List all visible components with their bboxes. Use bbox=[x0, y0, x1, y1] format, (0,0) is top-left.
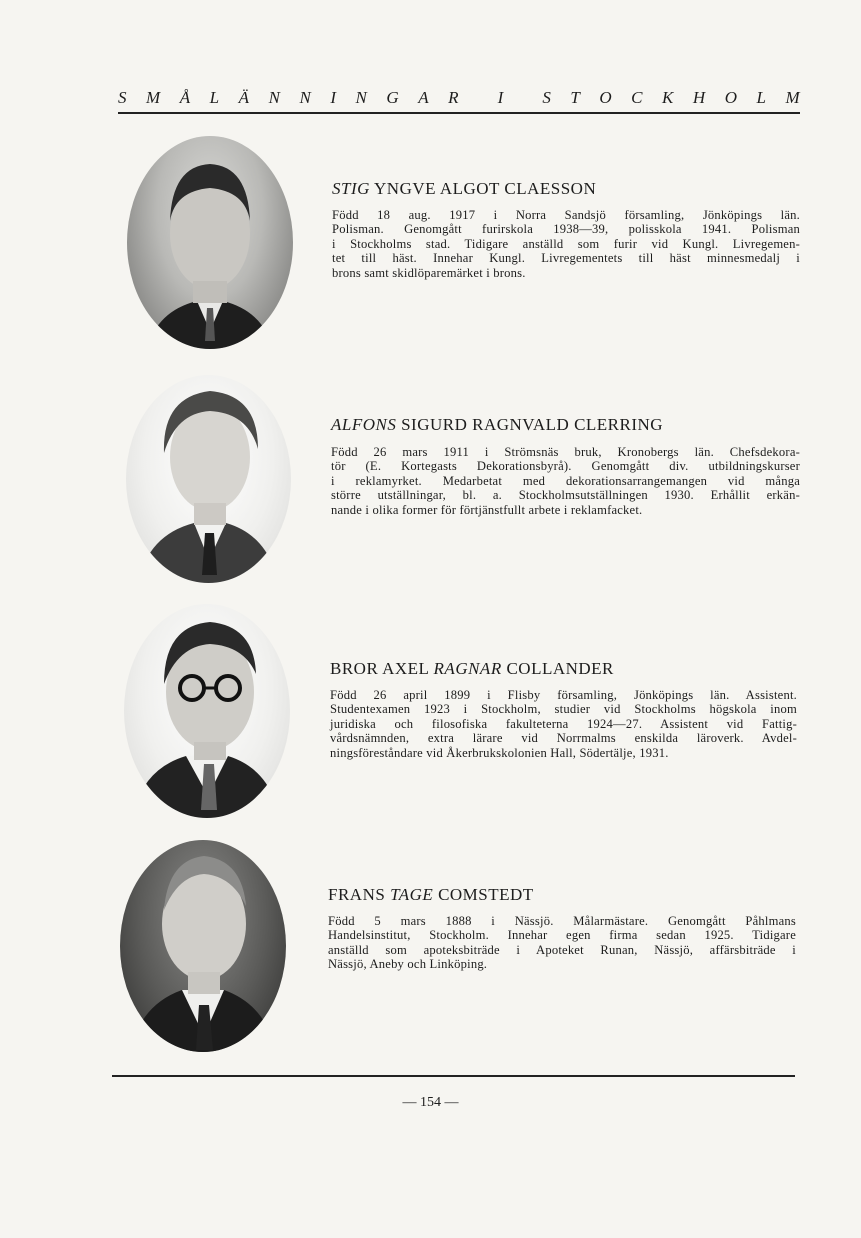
bio-line: Studentexamen 1923 i Stockholm, studier vid Stockholms högskola inom bbox=[330, 702, 797, 717]
portrait-photo bbox=[127, 136, 293, 349]
name-italic: ALFONS bbox=[331, 415, 397, 434]
running-header bbox=[118, 88, 800, 108]
name-italic: STIG bbox=[332, 179, 370, 198]
bio-line: brons samt skidlöparemärket i brons. bbox=[332, 265, 526, 280]
bio-line: Född 26 mars 1911 i Strömsnäs bruk, Kronobergs län. Chefsdekora- bbox=[331, 445, 800, 459]
bio-line: större utställningar, bl. a. Stockholmsutställningen 1930. Erhållit erkän- bbox=[331, 488, 800, 503]
header-letter: H bbox=[692, 88, 706, 107]
portrait-figure-icon bbox=[127, 136, 293, 349]
header-letter: L bbox=[756, 88, 767, 107]
biography bbox=[328, 914, 796, 972]
bio-line: Född 26 april 1899 i Flisby församling, Jönköpings län. Assistent. bbox=[330, 688, 797, 702]
header-letter: S bbox=[118, 88, 127, 107]
header-letter: N bbox=[355, 88, 367, 107]
header-letter: K bbox=[662, 88, 674, 107]
portrait-photo bbox=[120, 840, 286, 1052]
header-letter: M bbox=[146, 88, 161, 107]
header-letter: C bbox=[631, 88, 643, 107]
header-letter: N bbox=[268, 88, 280, 107]
header-letter: I bbox=[497, 88, 504, 107]
page-number: — 154 — bbox=[402, 1095, 459, 1110]
header-letter: Ä bbox=[238, 88, 250, 107]
name-pre: FRANS bbox=[328, 885, 391, 904]
bio-line: Handelsinstitut, Stockholm. Innehar egen firma sedan 1925. Tidigare bbox=[328, 928, 796, 943]
portrait-photo bbox=[126, 375, 291, 583]
bio-line: vårdsnämnden, extra lärare vid Norrmalms enskilda läroverk. Avdel- bbox=[330, 731, 797, 746]
header-letter: I bbox=[330, 88, 336, 107]
bio-line: Född 5 mars 1888 i Nässjö. Målarmästare. Genomgått Påhlmans bbox=[328, 914, 796, 928]
portrait-figure-icon bbox=[126, 375, 291, 583]
name-rest: COMSTEDT bbox=[433, 885, 534, 904]
bio-line: tör (E. Kortegasts Dekorationsbyrå). Genomgått div. utbildningskurser bbox=[331, 459, 800, 474]
header-letter: Å bbox=[179, 88, 191, 107]
footer-rule bbox=[112, 1075, 795, 1077]
portrait-figure-icon bbox=[124, 604, 290, 818]
header-letter: O bbox=[724, 88, 738, 107]
bio-line: Polisman. Genomgått furirskola 1938—39, polisskola 1941. Polisman bbox=[332, 222, 800, 237]
name-rest: YNGVE ALGOT CLAESSON bbox=[369, 179, 597, 198]
header-letter: L bbox=[209, 88, 220, 107]
bio-line: i Stockholms stad. Tidigare anställd som furir vid Kungl. Livregemen- bbox=[332, 236, 800, 251]
bio-line: ningsföreståndare vid Åkerbrukskolonien Hall, Södertälje, 1931. bbox=[330, 745, 669, 760]
bio-line: juridiska och filosofiska fakulteterna 1924—27. Assistent vid Fattig- bbox=[330, 716, 797, 731]
person-name bbox=[328, 885, 534, 905]
bio-line: i reklamyrket. Medarbetat med dekorationsarrangemangen vid många bbox=[331, 473, 800, 488]
person-name bbox=[330, 659, 614, 679]
header-letter: N bbox=[299, 88, 311, 107]
bio-line: anställd som apoteksbiträde i Apoteket Runan, Nässjö, affärsbiträde i bbox=[328, 942, 796, 957]
header-letter: A bbox=[418, 88, 429, 107]
header-letter: T bbox=[570, 88, 580, 107]
person-name bbox=[331, 415, 663, 435]
name-rest: SIGURD RAGNVALD CLERRING bbox=[396, 415, 664, 434]
bio-line: Nässjö, Aneby och Linköping. bbox=[328, 957, 488, 972]
header-letter: O bbox=[599, 88, 612, 107]
portrait-figure-icon bbox=[120, 840, 286, 1052]
person-name bbox=[332, 179, 596, 199]
name-italic: TAGE bbox=[390, 885, 434, 904]
header-rule bbox=[118, 112, 800, 114]
biography bbox=[330, 688, 797, 760]
header-letter: S bbox=[542, 88, 551, 107]
bio-line: Född 18 aug. 1917 i Norra Sandsjö församling, Jönköpings län. bbox=[332, 208, 800, 222]
header-letter: G bbox=[386, 88, 399, 107]
name-italic: RAGNAR bbox=[433, 659, 502, 678]
header-letter: M bbox=[785, 88, 800, 107]
name-rest: COLLANDER bbox=[501, 659, 614, 678]
portrait-photo bbox=[124, 604, 290, 818]
biography bbox=[331, 445, 800, 517]
bio-line: nande i olika former för förtjänstfullt arbete i reklamfacket. bbox=[331, 502, 643, 517]
bio-line: tet till häst. Innehar Kungl. Livregementets till häst minnesmedalj i bbox=[332, 251, 800, 266]
biography bbox=[332, 208, 800, 280]
name-pre: BROR AXEL bbox=[330, 659, 434, 678]
header-letter: R bbox=[448, 88, 459, 107]
